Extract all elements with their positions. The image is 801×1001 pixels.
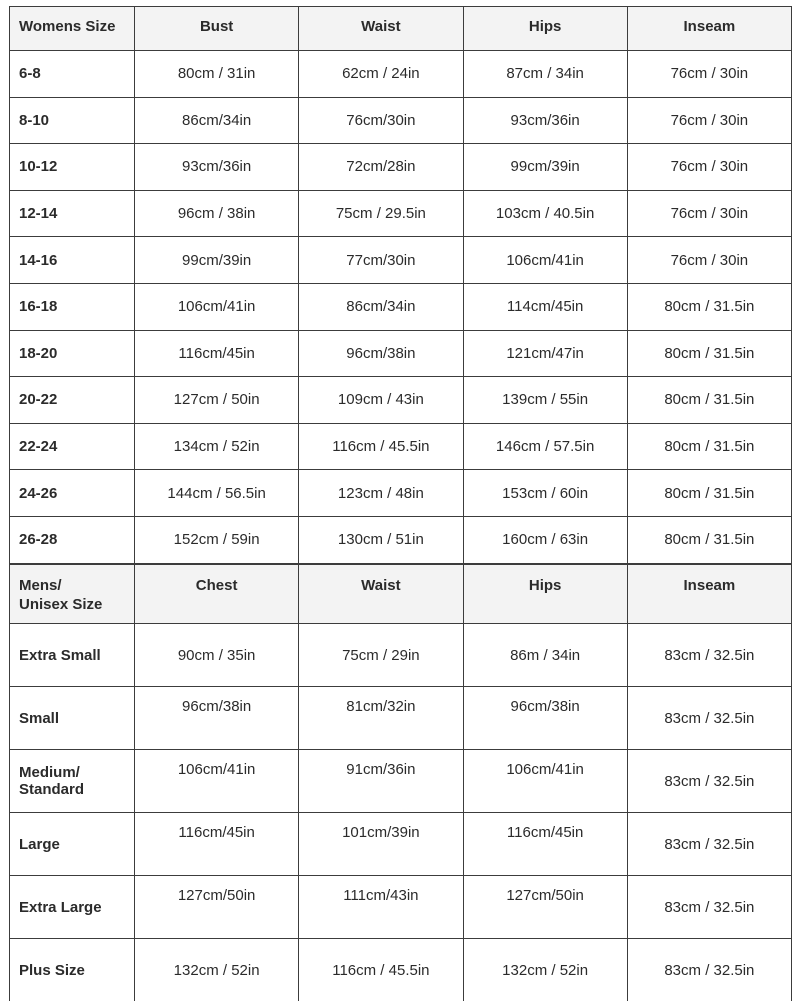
- measure-cell: 91cm/36in: [299, 750, 463, 813]
- measure-cell: 72cm/28in: [299, 144, 463, 191]
- inseam-cell: 80cm / 31.5in: [627, 330, 791, 377]
- inseam-cell: 80cm / 31.5in: [627, 516, 791, 563]
- inseam-cell: 76cm / 30in: [627, 144, 791, 191]
- measure-cell: 93cm/36in: [135, 144, 299, 191]
- womens-size-header: Womens Size: [10, 7, 135, 51]
- measure-cell: 80cm / 31in: [135, 51, 299, 98]
- measure-cell: 75cm / 29.5in: [299, 190, 463, 237]
- measure-cell: 96cm/38in: [463, 687, 627, 750]
- measure-cell: 116cm/45in: [463, 813, 627, 876]
- table-row: [10, 237, 792, 284]
- measure-cell: 109cm / 43in: [299, 377, 463, 424]
- inseam-cell: 83cm / 32.5in: [627, 939, 791, 1001]
- measure-cell: 86m / 34in: [463, 624, 627, 687]
- womens-header-row: [10, 7, 792, 51]
- bust-header: Bust: [135, 7, 299, 51]
- measure-cell: 127cm / 50in: [135, 377, 299, 424]
- inseam-cell: 80cm / 31.5in: [627, 470, 791, 517]
- measure-cell: 86cm/34in: [135, 97, 299, 144]
- measure-cell: 123cm / 48in: [299, 470, 463, 517]
- measure-cell: 160cm / 63in: [463, 516, 627, 563]
- size-cell: 24-26: [10, 470, 135, 517]
- measure-cell: 75cm / 29in: [299, 624, 463, 687]
- size-cell: 8-10: [10, 97, 135, 144]
- inseam-cell: 83cm / 32.5in: [627, 624, 791, 687]
- inseam-cell: 83cm / 32.5in: [627, 813, 791, 876]
- measure-cell: 121cm/47in: [463, 330, 627, 377]
- measure-cell: 99cm/39in: [463, 144, 627, 191]
- inseam-cell: 83cm / 32.5in: [627, 876, 791, 939]
- measure-cell: 96cm / 38in: [135, 190, 299, 237]
- size-cell: Large: [10, 813, 135, 876]
- measure-cell: 146cm / 57.5in: [463, 423, 627, 470]
- size-cell: 16-18: [10, 283, 135, 330]
- measure-cell: 96cm/38in: [135, 687, 299, 750]
- mens-size-header: Mens/ Unisex Size: [10, 565, 135, 624]
- table-row: [10, 377, 792, 424]
- measure-cell: 106cm/41in: [135, 283, 299, 330]
- table-row: [10, 283, 792, 330]
- measure-cell: 106cm/41in: [463, 750, 627, 813]
- measure-cell: 62cm / 24in: [299, 51, 463, 98]
- waist-header: Waist: [299, 565, 463, 624]
- size-cell: 18-20: [10, 330, 135, 377]
- measure-cell: 99cm/39in: [135, 237, 299, 284]
- size-cell: 20-22: [10, 377, 135, 424]
- size-cell: Plus Size: [10, 939, 135, 1001]
- inseam-cell: 76cm / 30in: [627, 97, 791, 144]
- table-row: [10, 516, 792, 563]
- inseam-cell: 80cm / 31.5in: [627, 423, 791, 470]
- chest-header: Chest: [135, 565, 299, 624]
- inseam-header: Inseam: [627, 565, 791, 624]
- size-cell: 22-24: [10, 423, 135, 470]
- table-row: [10, 939, 792, 1001]
- measure-cell: 130cm / 51in: [299, 516, 463, 563]
- size-cell: Medium/ Standard: [10, 750, 135, 813]
- inseam-cell: 83cm / 32.5in: [627, 750, 791, 813]
- inseam-cell: 76cm / 30in: [627, 237, 791, 284]
- hips-header: Hips: [463, 7, 627, 51]
- measure-cell: 127cm/50in: [135, 876, 299, 939]
- size-cell: 10-12: [10, 144, 135, 191]
- measure-cell: 101cm/39in: [299, 813, 463, 876]
- inseam-cell: 80cm / 31.5in: [627, 377, 791, 424]
- mens-size-table: [9, 564, 792, 1001]
- size-cell: Extra Large: [10, 876, 135, 939]
- womens-size-table: [9, 6, 792, 564]
- measure-cell: 86cm/34in: [299, 283, 463, 330]
- waist-header: Waist: [299, 7, 463, 51]
- table-row: [10, 813, 792, 876]
- table-row: [10, 423, 792, 470]
- size-cell: 14-16: [10, 237, 135, 284]
- measure-cell: 106cm/41in: [463, 237, 627, 284]
- table-row: [10, 687, 792, 750]
- measure-cell: 144cm / 56.5in: [135, 470, 299, 517]
- measure-cell: 139cm / 55in: [463, 377, 627, 424]
- table-row: [10, 190, 792, 237]
- inseam-cell: 76cm / 30in: [627, 190, 791, 237]
- size-cell: Small: [10, 687, 135, 750]
- table-row: [10, 97, 792, 144]
- measure-cell: 111cm/43in: [299, 876, 463, 939]
- table-row: [10, 750, 792, 813]
- measure-cell: 90cm / 35in: [135, 624, 299, 687]
- size-cell: Extra Small: [10, 624, 135, 687]
- table-row: [10, 144, 792, 191]
- inseam-header: Inseam: [627, 7, 791, 51]
- measure-cell: 103cm / 40.5in: [463, 190, 627, 237]
- size-cell: 6-8: [10, 51, 135, 98]
- hips-header: Hips: [463, 565, 627, 624]
- measure-cell: 96cm/38in: [299, 330, 463, 377]
- inseam-cell: 83cm / 32.5in: [627, 687, 791, 750]
- measure-cell: 114cm/45in: [463, 283, 627, 330]
- table-row: [10, 330, 792, 377]
- measure-cell: 116cm / 45.5in: [299, 939, 463, 1001]
- table-row: [10, 51, 792, 98]
- measure-cell: 132cm / 52in: [135, 939, 299, 1001]
- measure-cell: 152cm / 59in: [135, 516, 299, 563]
- measure-cell: 132cm / 52in: [463, 939, 627, 1001]
- table-row: [10, 624, 792, 687]
- measure-cell: 81cm/32in: [299, 687, 463, 750]
- measure-cell: 77cm/30in: [299, 237, 463, 284]
- inseam-cell: 80cm / 31.5in: [627, 283, 791, 330]
- table-row: [10, 470, 792, 517]
- measure-cell: 87cm / 34in: [463, 51, 627, 98]
- measure-cell: 76cm/30in: [299, 97, 463, 144]
- measure-cell: 116cm / 45.5in: [299, 423, 463, 470]
- measure-cell: 127cm/50in: [463, 876, 627, 939]
- size-cell: 12-14: [10, 190, 135, 237]
- inseam-cell: 76cm / 30in: [627, 51, 791, 98]
- measure-cell: 93cm/36in: [463, 97, 627, 144]
- mens-header-row: [10, 565, 792, 624]
- measure-cell: 116cm/45in: [135, 813, 299, 876]
- measure-cell: 106cm/41in: [135, 750, 299, 813]
- measure-cell: 116cm/45in: [135, 330, 299, 377]
- measure-cell: 153cm / 60in: [463, 470, 627, 517]
- size-cell: 26-28: [10, 516, 135, 563]
- table-row: [10, 876, 792, 939]
- measure-cell: 134cm / 52in: [135, 423, 299, 470]
